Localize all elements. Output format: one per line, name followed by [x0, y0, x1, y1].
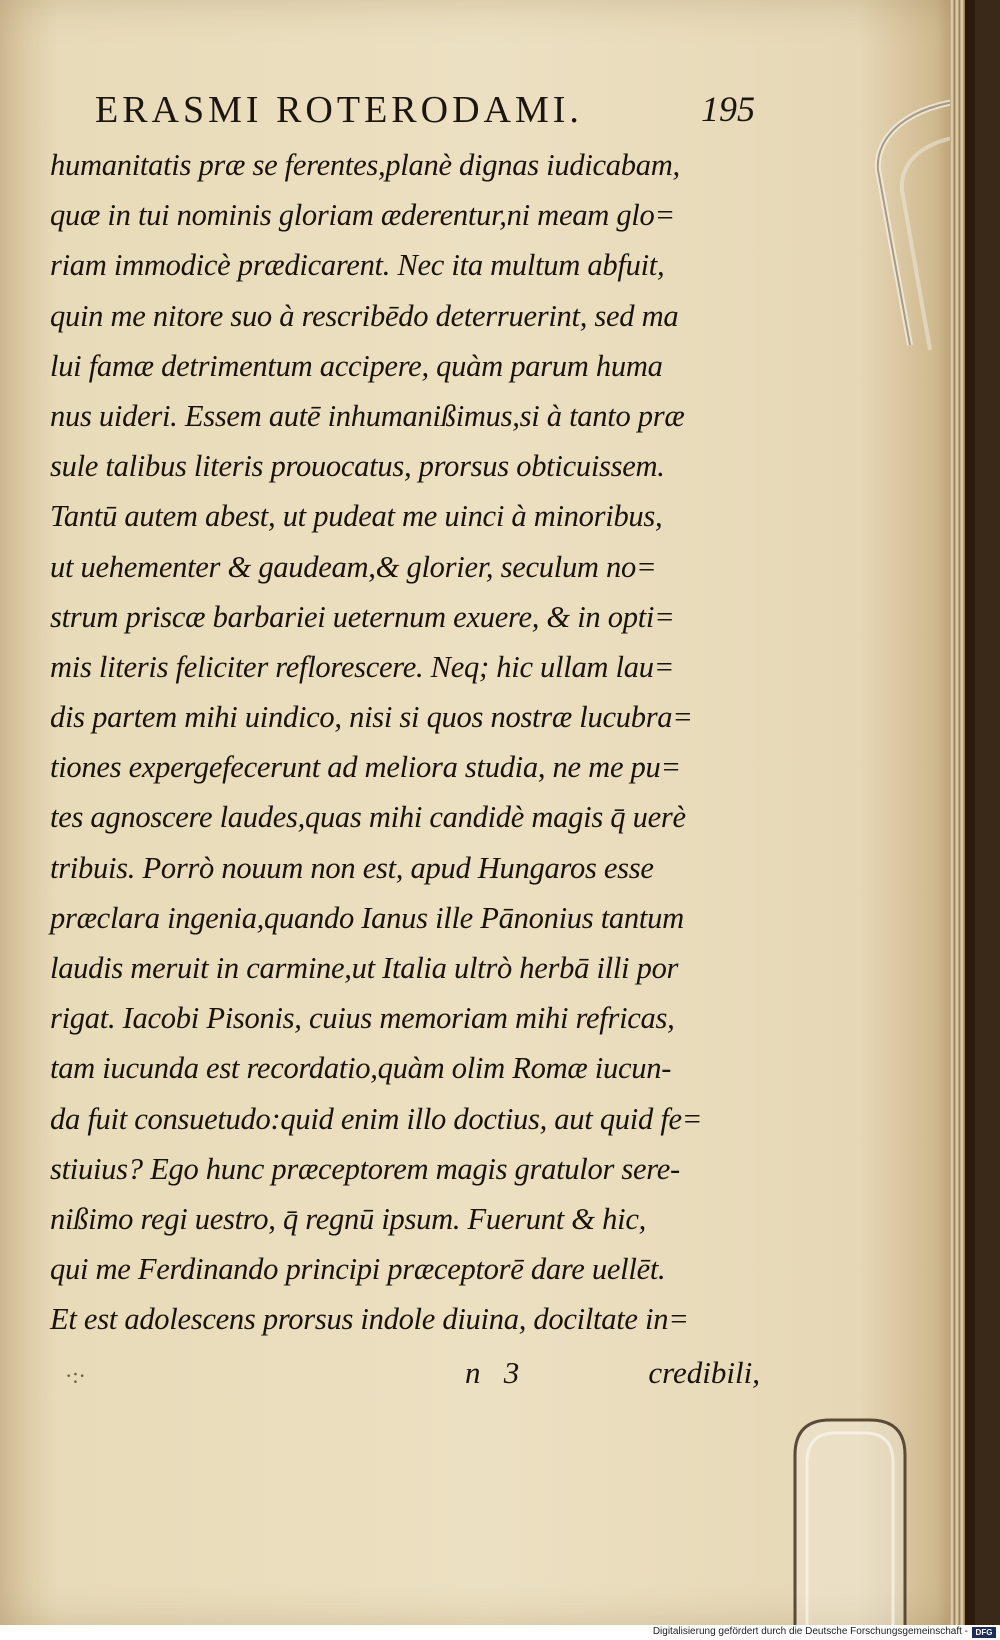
page-holder-clip-icon — [785, 1415, 915, 1625]
text-line: mis literis feliciter reflorescere. Neq; hic ullam lau= — [50, 648, 675, 684]
text-line: dis partem mihi uindico, nisi si quos nostræ lucubra= — [50, 699, 693, 735]
text-line: lui famæ detrimentum accipere, quàm parum huma — [50, 347, 663, 383]
text-line: laudis meruit in carmine,ut Italia ultrò herbā illi por — [50, 950, 679, 985]
dfg-logo-icon: DFG — [972, 1627, 996, 1638]
text-line: nißimo regi uestro, q̄ regnū ipsum. Fuerunt & hic, — [50, 1200, 646, 1236]
text-line: tribuis. Porrò nouum non est, apud Hungaros esse — [50, 849, 654, 885]
text-line: quæ in tui nominis gloriam æderentur,ni meam glo= — [50, 197, 675, 233]
text-line: præclara ingenia,quando Ianus ille Pānonius tantum — [50, 899, 684, 935]
signature-mark: n 3 — [465, 1355, 520, 1390]
body-text — [50, 140, 760, 1345]
text-line: Tantū autem abest, ut pudeat me uinci à minoribus, — [50, 498, 663, 534]
digitization-footer — [0, 1625, 1000, 1640]
text-line: strum priscæ barbariei ueternum exuere, & in opti= — [50, 598, 675, 634]
running-head — [95, 88, 755, 138]
text-line: rigat. Iacobi Pisonis, cuius memoriam mihi refricas, — [50, 1000, 675, 1036]
text-line: tam iucunda est recordatio,quàm olim Romæ iucun- — [50, 1050, 672, 1086]
text-line: Et est adolescens prorsus indole diuina, dociltate in= — [50, 1301, 689, 1337]
text-line: quin me nitore suo à rescribēdo deterruerint, sed ma — [50, 297, 679, 333]
text-line: qui me Ferdinando principi præceptorē dare uellēt. — [50, 1251, 666, 1287]
page-number: 195 — [701, 89, 755, 129]
running-head-title: ERASMI ROTERODAMI. — [95, 89, 583, 131]
ink-smudge: ·:· — [65, 1363, 86, 1388]
funding-notice: Digitalisierung gefördert durch die Deutsche Forschungsgemeinschaft - — [652, 1626, 968, 1637]
text-line: humanitatis præ se ferentes,planè dignas iudicabam, — [50, 147, 680, 182]
book-cover-edge — [965, 0, 975, 1625]
text-line: stiuius? Ego hunc præceptorem magis gratulor sere- — [50, 1150, 680, 1186]
text-line: da fuit consuetudo:quid enim illo doctius, aut quid fe= — [50, 1100, 703, 1136]
text-line: sule talibus literis prouocatus, prorsus obticuissem. — [50, 448, 665, 484]
text-line: tiones expergefecerunt ad meliora studia, ne me pu= — [50, 749, 681, 785]
page-footer — [50, 1355, 760, 1395]
text-line: ut uehementer & gaudeam,& glorier, seculum no= — [50, 548, 657, 584]
text-line: riam immodicè prædicarent. Nec ita multum abfuit, — [50, 247, 665, 283]
catchword: credibili, — [648, 1355, 760, 1390]
text-line: tes agnoscere laudes,quas mihi candidè magis q̄ uerè — [50, 799, 686, 835]
text-line: nus uideri. Essem autē inhumanißimus,si à tanto præ — [50, 397, 685, 433]
